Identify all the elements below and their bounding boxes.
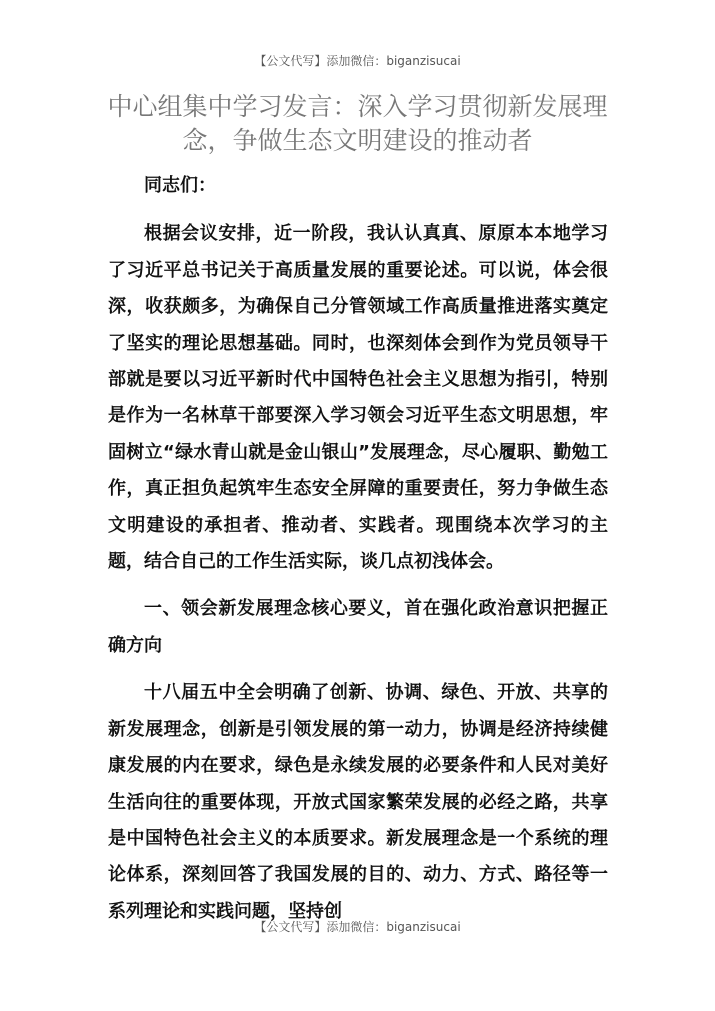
section-heading-1: 一、领会新发展理念核心要义，首在强化政治意识把握正确方向: [108, 598, 608, 656]
greeting: 同志们：: [144, 175, 216, 196]
document-title: 中心组集中学习发言：深入学习贯彻新发展理念，争做生态文明建设的推动者: [107, 92, 608, 155]
header-watermark-note: 【公文代写】添加微信：biganzisucai: [254, 54, 461, 68]
paragraph-intro: 根据会议安排，近一阶段，我认认真真、原原本本地学习了习近平总书记关于高质量发展的重要论述。可以说，体会很深，收获颇多，为确保自己分管领域工作高质量推进落实奠定了坚实的理论思想基础。同时，也深刻体会到作为党员领导干部就是要以习近平新时代中国特色社会主义思想为指引，特别是作为一名林草干部要深入学习领会习近平生态文明思想，牢固树立“绿水青山就是金山银山”发展理念，尽心履职、勤勉工作，真正担负起筑牢生态安全屏障的重要责任，努力争做生态文明建设的承担者、推动者、实践者。现围绕本次学习的主题，结合自己的工作生活实际，谈几点初浅体会。: [108, 223, 608, 573]
document-body: [108, 168, 608, 941]
footer-watermark-note: 【公文代写】添加微信：biganzisucai: [254, 920, 461, 934]
paragraph-section-1: 十八届五中全会明确了创新、协调、绿色、开放、共享的新发展理念，创新是引领发展的第一动力，协调是经济持续健康发展的内在要求，绿色是永续发展的必要条件和人民对美好生活向往的重要体现，开放式国家繁荣发展的必经之路，共享是中国特色社会主义的本质要求。新发展理念是一个系统的理论体系，深刻回答了我国发展的目的、动力、方式、路径等一系列理论和实践问题，坚持创: [108, 682, 608, 922]
